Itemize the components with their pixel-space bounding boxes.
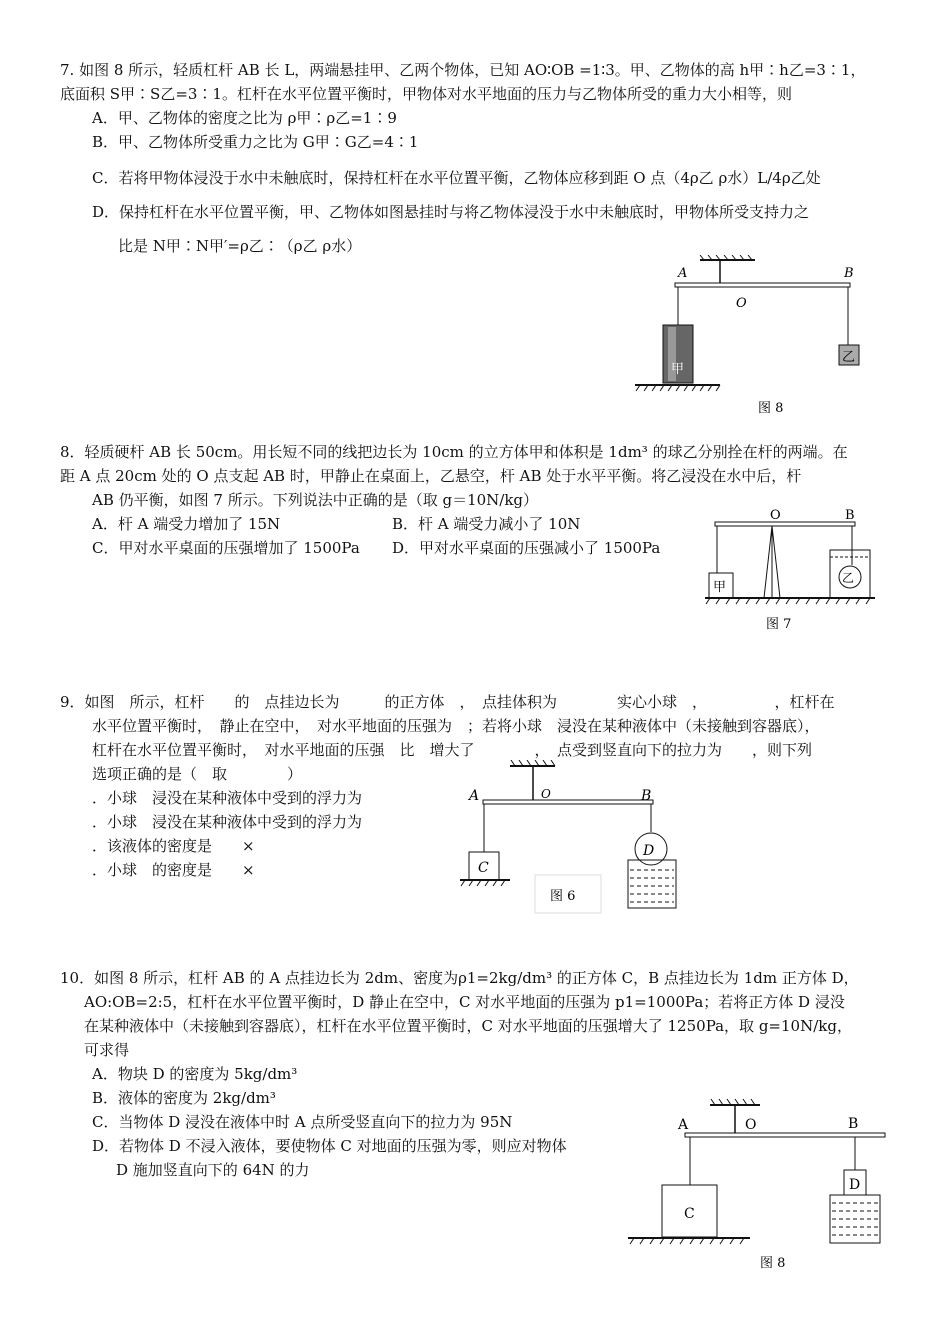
q10-option-c: C．当物体 D 浸没在液体中时 A 点所受竖直向下的拉力为 95N xyxy=(92,1113,513,1131)
q10-stem-line1: 10．如图 8 所示，杠杆 AB 的 A 点挂边长为 2dm、密度为ρ1=2kg/dm³ 的正方体 C，B 点挂边长为 1dm 正方体 D， xyxy=(60,969,859,987)
q7-stem-line2: 底面积 S甲∶S乙=3∶1。杠杆在水平位置平衡时，甲物体对水平地面的压力与乙物体所受的重力大小相等，则 xyxy=(60,85,792,103)
q9-option-b: ．小球 浸没在某种液体中受到的浮力为 xyxy=(92,813,363,831)
q7-block-yi: 乙 xyxy=(842,350,856,365)
q9-label-a: A xyxy=(469,788,480,804)
q10-option-a: A．物块 D 的密度为 5kg/dm³ xyxy=(92,1065,298,1083)
q7-option-c: C．若将甲物体浸没于水中未触底时，保持杠杆在水平位置平衡，乙物体应移到距 O 点（4ρ乙 ρ水）L/4ρ乙处 xyxy=(92,169,821,187)
q9-stem-line3: 杠杆在水平位置平衡时， 对水平地面的压强 比 增大了 ， 点受到竖直向下的拉力为 ，则下列 xyxy=(92,741,813,759)
q9-option-c: ．该液体的密度是 × xyxy=(92,837,255,855)
q10-label-a: A xyxy=(678,1117,689,1133)
q8-label-o: O xyxy=(770,508,781,523)
q7-option-d-cont: 比是 N甲∶N甲′=ρ乙∶（ρ乙 ρ水） xyxy=(118,237,362,255)
q7-stem-line1: 7. 如图 8 所示，轻质杠杆 AB 长 L，两端悬挂甲、乙两个物体，已知 AO∶OB =1∶3。甲、乙物体的高 h甲∶h乙=3∶1， xyxy=(60,61,866,79)
q10-option-d-cont: D 施加竖直向下的 64N 的力 xyxy=(116,1161,310,1179)
q10-block-d: D xyxy=(849,1177,861,1193)
q7-label-b: B xyxy=(844,266,854,281)
q9-option-d: ．小球 的密度是 × xyxy=(92,861,255,879)
q8-option-a: A．杆 A 端受力增加了 15N xyxy=(92,515,281,533)
q7-option-d: D．保持杠杆在水平位置平衡，甲、乙物体如图悬挂时与将乙物体浸没于水中未触底时，甲物体所受支持力之 xyxy=(92,203,810,221)
q8-ball-yi: 乙 xyxy=(842,571,855,585)
q7-block-jia: 甲 xyxy=(671,362,685,377)
q10-caption: 图 8 xyxy=(760,1256,786,1271)
q9-stem-line4: 选项正确的是（ 取 ） xyxy=(92,765,303,783)
q7-option-b: B．甲、乙物体所受重力之比为 G甲∶G乙=4∶1 xyxy=(92,133,419,151)
q8-stem-line3: AB 仍平衡，如图 7 所示。下列说法中正确的是（取 g＝10N/kg） xyxy=(92,491,539,509)
q8-label-b: B xyxy=(845,508,855,523)
q10-label-b: B xyxy=(848,1116,859,1132)
q9-stem-line1: 9．如图 所示，杠杆 的 点挂边长为 的正方体 ， 点挂体积为 实心小球 ， ，杠杆在 xyxy=(60,693,835,711)
question-7 xyxy=(60,58,900,258)
q7-label-o: O xyxy=(736,296,747,311)
q7-caption: 图 8 xyxy=(758,401,784,416)
q10-stem-line2: AO:OB=2:5，杠杆在水平位置平衡时，D 静止在空中，C 对水平地面的压强为 p1=1000Pa；若将正方体 D 浸没 xyxy=(84,993,845,1011)
q9-option-a: ．小球 浸没在某种液体中受到的浮力为 xyxy=(92,789,363,807)
q8-stem-line2: 距 A 点 20cm 处的 O 点支起 AB 时，甲静止在桌面上，乙悬空，杆 AB 处于水平平衡。将乙浸没在水中后，杆 xyxy=(60,467,802,485)
q9-ball-d: D xyxy=(643,843,655,859)
q10-option-b: B．液体的密度为 2kg/dm³ xyxy=(92,1089,276,1107)
q9-caption: 图 6 xyxy=(550,889,576,904)
q8-figure xyxy=(700,505,880,645)
q7-figure xyxy=(620,255,890,425)
q10-label-o: O xyxy=(745,1117,757,1133)
q8-caption: 图 7 xyxy=(766,617,792,632)
q8-stem-line1: 8．轻质硬杆 AB 长 50cm。用长短不同的线把边长为 10cm 的立方体甲和体积是 1dm³ 的球乙分别拴在杆的两端。在 xyxy=(60,443,848,461)
q8-option-c: C．甲对水平桌面的压强增加了 1500Pa xyxy=(92,539,360,557)
q9-label-o: O xyxy=(541,787,551,801)
q7-option-a: A．甲、乙物体的密度之比为 ρ甲∶ρ乙=1∶9 xyxy=(92,109,397,127)
q9-block-c: C xyxy=(478,860,489,876)
q10-option-d: D．若物体 D 不浸入液体，要使物体 C 对地面的压强为零，则应对物体 xyxy=(92,1137,567,1155)
q10-figure xyxy=(620,1095,890,1280)
q9-label-b: B xyxy=(641,788,652,804)
q10-stem-line3: 在某种液体中（未接触到容器底），杠杆在水平位置平衡时，C 对水平地面的压强增大了 1250Pa，取 g=10N/kg， xyxy=(84,1017,852,1035)
q8-option-b: B．杆 A 端受力减小了 10N xyxy=(392,515,581,533)
q9-stem-line2: 水平位置平衡时， 静止在空中， 对水平地面的压强为 ；若将小球 浸没在某种液体中（未接触到容器底）， xyxy=(92,717,820,735)
q8-block-jia: 甲 xyxy=(713,580,727,595)
q10-stem-line4: 可求得 xyxy=(84,1041,130,1059)
q7-label-a: A xyxy=(678,266,688,281)
q10-block-c: C xyxy=(684,1206,695,1222)
q9-figure xyxy=(455,760,695,915)
q8-option-d: D．甲对水平桌面的压强减小了 1500Pa xyxy=(392,539,661,557)
